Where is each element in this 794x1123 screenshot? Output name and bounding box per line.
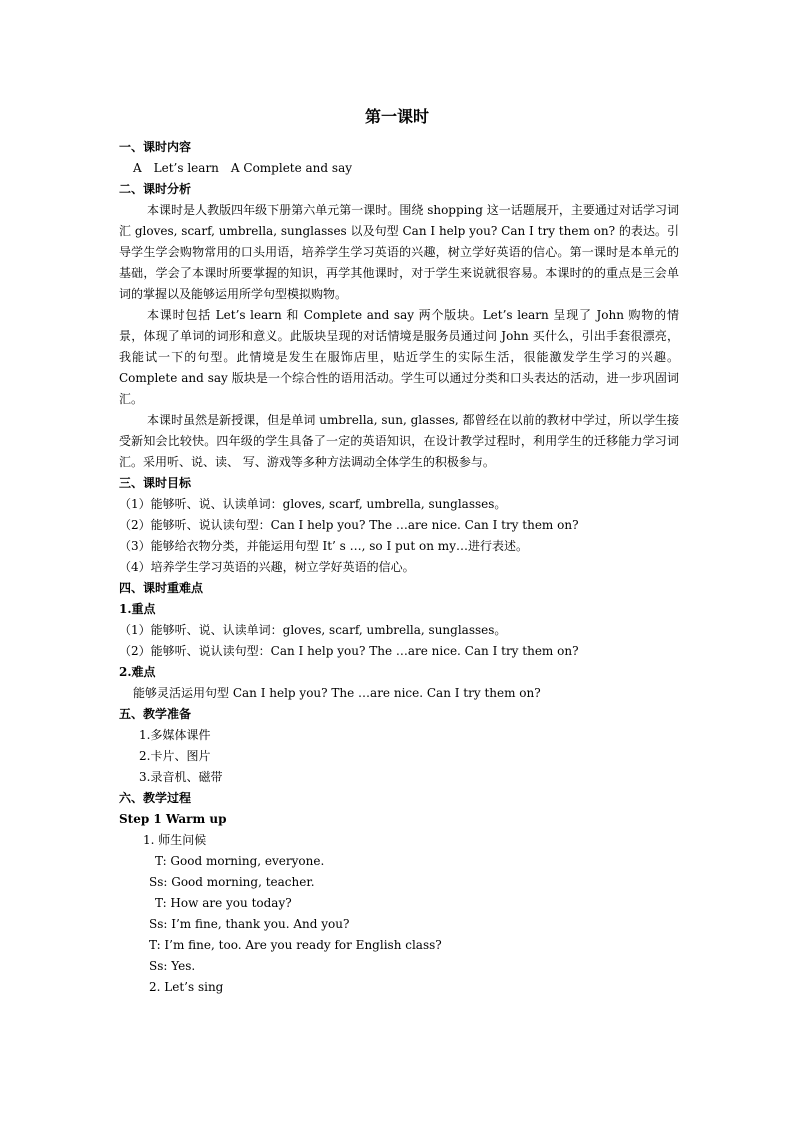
objective-item: （2）能够听、说认读句型：Can I help you? The …are nice. Can I try them on?: [119, 518, 579, 532]
section-3-heading: 三、课时目标: [119, 476, 192, 490]
objective-item: （1）能够听、说、认读单词：gloves, scarf, umbrella, sunglasses。: [119, 497, 507, 511]
section-1-heading: 一、课时内容: [119, 140, 192, 154]
preparation-item: 2.卡片、图片: [139, 749, 211, 763]
analysis-paragraph-1: 本课时是人教版四年级下册第六单元第一课时。围绕 shopping 这一话题展开，主要通过对话学习词汇 gloves, scarf, umbrella, sunglasses 以及句型 Can I help you? Can I try them on? 的表达。引导学生学会购物常用的口头用语，培养学生学习英语的兴趣，树立学好英语的信心。第一课时是本单元的基础，学会了本课时所要掌握的知识，再学其他课时，对于学生来说就很容易。本课时的的重点是三会单词的掌握以及能够运用所学句型模拟购物。: [119, 203, 679, 301]
preparation-item: 3.录音机、磁带: [139, 770, 223, 784]
section-5-heading: 五、教学准备: [119, 707, 192, 721]
dialogue-line: T: Good morning, everyone.: [155, 854, 325, 868]
preparation-item: 1.多媒体课件: [139, 728, 211, 742]
dialogue-line: Ss: Good morning, teacher.: [149, 875, 315, 889]
procedure-item: 1. 师生问候: [143, 833, 207, 847]
difficult-point-content: 能够灵活运用句型 Can I help you? The …are nice. Can I try them on?: [133, 686, 541, 700]
page-title: 第一课时: [364, 107, 429, 126]
dialogue-line: Ss: Yes.: [149, 959, 196, 973]
key-point-item: （2）能够听、说认读句型：Can I help you? The …are nice. Can I try them on?: [119, 644, 579, 658]
section-4-heading: 四、课时重难点: [119, 581, 204, 595]
step-1-heading: Step 1 Warm up: [119, 812, 227, 826]
procedure-item: 2. Let’s sing: [149, 980, 224, 994]
analysis-paragraph-2: 本课时包括 Let’s learn 和 Complete and say 两个版块。Let’s learn 呈现了 John 购物的情景，体现了单词的词形和意义。此版块呈现的对话情境是服务员通过问 John 买什么，引出手套很漂亮，我能试一下的句型。此情境是发生在服饰店里，贴近学生的实际生活，很能激发学生学习的兴趣。Complete and say 版块是一个综合性的语用活动。学生可以通过分类和口头表达的活动，进一步巩固词汇。: [119, 308, 679, 406]
section-2-heading: 二、课时分析: [119, 182, 192, 196]
objective-item: （3）能够给衣物分类，并能运用句型 It’ s …, so I put on my…进行表述。: [119, 539, 528, 553]
key-points-heading: 1.重点: [119, 602, 156, 616]
dialogue-line: Ss: I’m fine, thank you. And you?: [149, 917, 350, 931]
key-point-item: （1）能够听、说、认读单词：gloves, scarf, umbrella, sunglasses。: [119, 623, 507, 637]
dialogue-line: T: How are you today?: [155, 896, 292, 910]
section-1-content: A Let’s learn A Complete and say: [133, 161, 353, 175]
objective-item: （4）培养学生学习英语的兴趣，树立学好英语的信心。: [119, 560, 415, 574]
section-6-heading: 六、教学过程: [119, 791, 192, 805]
difficult-points-heading: 2.难点: [119, 665, 156, 679]
dialogue-line: T: I’m fine, too. Are you ready for English class?: [149, 938, 442, 952]
document-body: [119, 137, 679, 998]
analysis-paragraph-3: 本课时虽然是新授课，但是单词 umbrella, sun, glasses, 都曾经在以前的教材中学过，所以学生接受新知会比较快。四年级的学生具备了一定的英语知识，在设计教学过程时，利用学生的迁移能力学习词汇。采用听、说、读、 写、游戏等多种方法调动全体学生的积极参与。: [119, 413, 679, 469]
